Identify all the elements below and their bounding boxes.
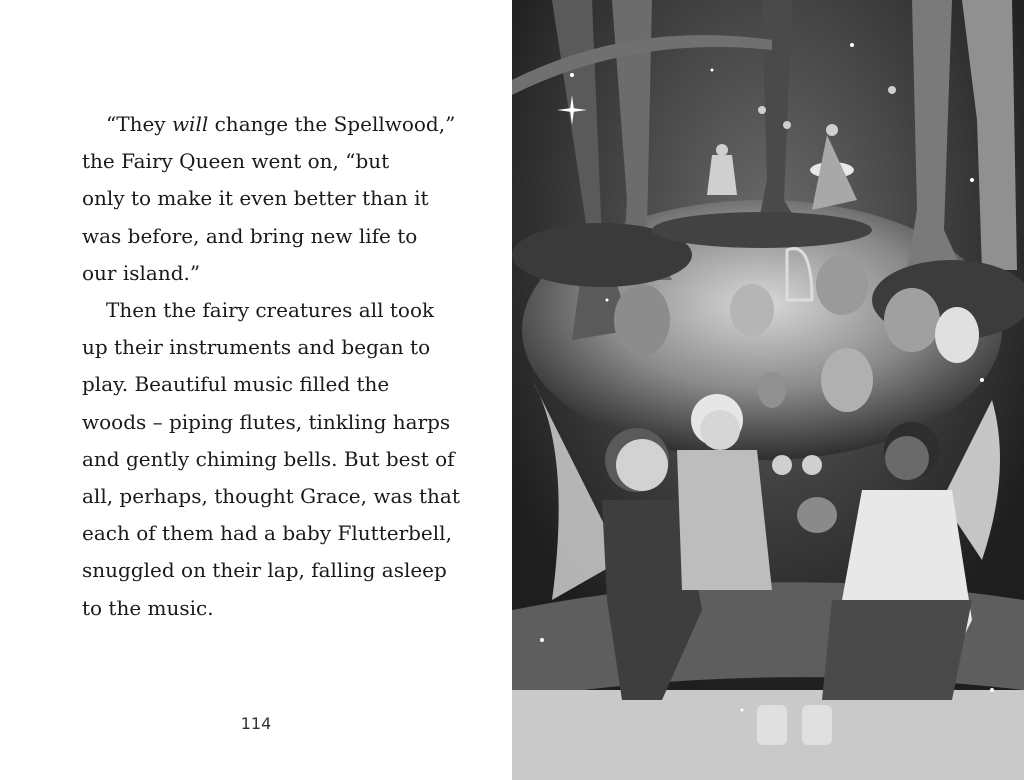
- text-line: the Fairy Queen went on, “but: [82, 149, 390, 174]
- text-line: up their instruments and began to: [82, 335, 431, 360]
- page-number: 114: [240, 714, 272, 733]
- text-line: play. Beautiful music filled the: [82, 372, 390, 397]
- text-line: only to make it even better than it: [82, 186, 429, 211]
- emphasis-word: will: [171, 112, 209, 136]
- text-line: our island.”: [82, 260, 201, 285]
- illustration-svg: [512, 0, 1024, 780]
- fairy-forest-concert-illustration: [512, 0, 1024, 780]
- text-line: to the music.: [82, 595, 214, 620]
- text-line: each of them had a baby Flutterbell,: [82, 521, 452, 546]
- story-text: [82, 106, 482, 627]
- bush: [652, 212, 872, 248]
- text-line: Then the fairy creatures all took: [106, 298, 435, 323]
- text-line: was before, and bring new life to: [82, 223, 418, 248]
- text-line: all, perhaps, thought Grace, was that: [82, 484, 460, 509]
- text-line: snuggled on their lap, falling asleep: [82, 558, 447, 583]
- text-line: and gently chiming bells. But best of: [82, 446, 455, 471]
- text-line: woods – piping flutes, tinkling harps: [82, 409, 451, 434]
- text-line: “They will change the Spellwood,”: [106, 112, 456, 136]
